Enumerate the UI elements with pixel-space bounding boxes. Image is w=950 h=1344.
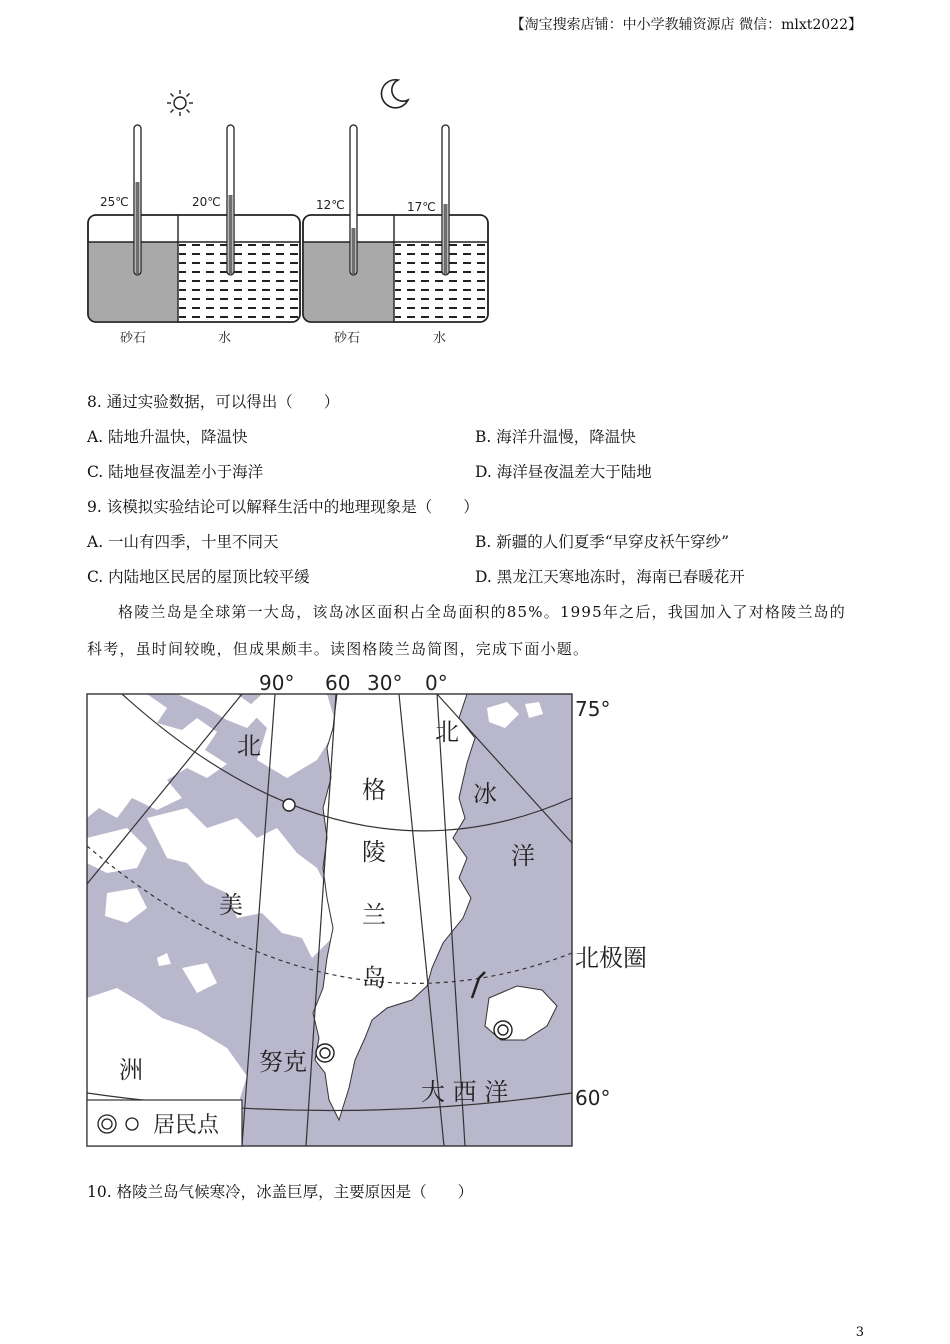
page-number: 3 — [855, 1325, 864, 1340]
greenland-label-4: 岛 — [362, 964, 386, 992]
q9-option-b: B. 新疆的人们夏季“早穿皮袄午穿纱” — [475, 533, 730, 551]
lat-label-75: 75° — [575, 697, 611, 721]
moon-icon — [381, 80, 408, 108]
q10-stem: 10. 格陵兰岛气候寒冷，冰盖巨厚，主要原因是（ ） — [87, 1183, 474, 1201]
night-right-temp: 17℃ — [407, 200, 436, 214]
q8-option-b: B. 海洋升温慢，降温快 — [475, 428, 636, 446]
passage-line-1: 格陵兰岛是全球第一大岛，该岛冰区面积占全岛面积的85%。1995年之后，我国加入了对格陵兰岛的 — [118, 603, 846, 621]
night-container — [303, 125, 488, 322]
q8-option-d: D. 海洋昼夜温差大于陆地 — [475, 463, 652, 481]
atlantic-label: 大 西 洋 — [421, 1078, 509, 1106]
arctic-ocean-label-1: 北 — [435, 718, 459, 746]
sun-icon — [167, 90, 193, 116]
night-sand-label: 砂石 — [334, 331, 361, 346]
experiment-figure — [80, 70, 500, 360]
q9-option-a: A. 一山有四季，十里不同天 — [87, 533, 279, 551]
night-water-label: 水 — [433, 331, 447, 346]
greenland-label-3: 兰 — [362, 901, 386, 929]
q8-option-a: A. 陆地升温快，降温快 — [87, 428, 248, 446]
reykjavik-marker — [494, 1021, 512, 1039]
page-header: 【淘宝搜索店铺：中小学教辅资源店 微信：mlxt2022】 — [510, 17, 862, 33]
lon-label-60: 60 — [325, 671, 351, 695]
q9-option-c: C. 内陆地区民居的屋顶比较平缓 — [87, 568, 310, 586]
greenland-label-2: 陵 — [362, 838, 386, 866]
greenland-map — [87, 668, 647, 1148]
legend-label: 居民点 — [153, 1113, 220, 1138]
lon-label-90: 90° — [259, 671, 295, 695]
day-water-label: 水 — [218, 331, 232, 346]
lat-label-60: 60° — [575, 1086, 611, 1110]
night-left-temp: 12℃ — [316, 198, 345, 212]
q8-stem: 8. 通过实验数据，可以得出（ ） — [87, 393, 340, 411]
passage-line-2: 科考，虽时间较晚，但成果颇丰。读图格陵兰岛简图，完成下面小题。 — [87, 640, 590, 658]
greenland-label-1: 格 — [362, 776, 386, 804]
day-sand-label: 砂石 — [120, 331, 147, 346]
lon-label-0: 0° — [425, 671, 448, 695]
settlement-marker — [283, 799, 295, 811]
nuuk-label: 努克 — [259, 1048, 307, 1076]
day-container — [88, 125, 300, 322]
day-right-temp: 20℃ — [192, 195, 221, 209]
q8-option-c: C. 陆地昼夜温差小于海洋 — [87, 463, 264, 481]
lon-label-30: 30° — [367, 671, 403, 695]
q9-option-d: D. 黑龙江天寒地冻时，海南已春暖花开 — [475, 568, 745, 586]
q9-stem: 9. 该模拟实验结论可以解释生活中的地理现象是（ ） — [87, 498, 479, 516]
nuuk-marker — [316, 1044, 334, 1062]
day-left-temp: 25℃ — [100, 195, 129, 209]
north-america-label-2: 美 — [219, 891, 243, 919]
arctic-ocean-label-2: 冰 — [473, 780, 497, 808]
north-america-label-1: 北 — [237, 732, 261, 760]
arctic-ocean-label-3: 洋 — [511, 842, 535, 870]
arctic-circle-label: 北极圈 — [575, 944, 647, 972]
north-america-label-3: 洲 — [119, 1056, 143, 1084]
